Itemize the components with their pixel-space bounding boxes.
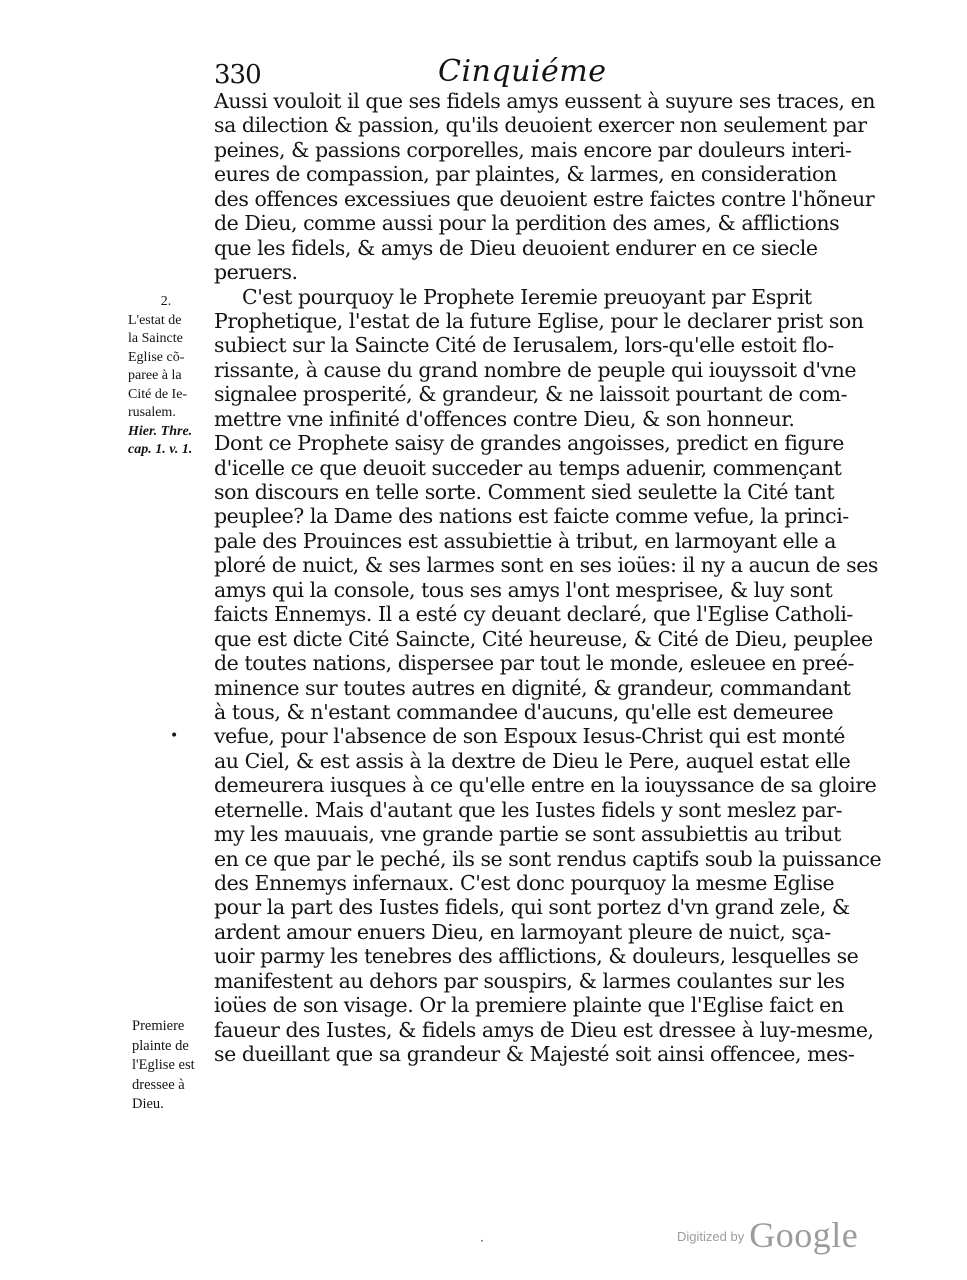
margin-note-line: Eglise cõ- (128, 349, 185, 365)
margin-note-premiere-plainte (132, 1017, 208, 1115)
margin-note-line: la Saincte (128, 331, 183, 346)
body-line: ardent amour enuers Dieu, en larmoyant pleure de nuict, sça- (214, 919, 831, 944)
body-line: sa dilection & passion, qu'ils deuoient exercer non seulement par (214, 113, 867, 138)
margin-note-line: l'Eglise est (132, 1057, 195, 1073)
body-line: d'icelle ce que deuoit succeder au temps aduenir, commençant (214, 455, 842, 480)
body-line: rissante, à cause du grand nombre de peuple qui iouyssoit d'vne (214, 357, 857, 382)
body-line: à tous, & n'estant commandee d'aucuns, qu'elle est demeuree (214, 699, 834, 724)
body-line: des offences excessiues que deuoient estre faictes contre l'hõneur (214, 186, 875, 211)
body-line: que est dicte Cité Saincte, Cité heureuse, & Cité de Dieu, peuplee (214, 626, 873, 651)
margin-note-line: plainte de (132, 1037, 189, 1054)
body-line: de Dieu, comme aussi pour la perdition des ames, & afflictions (214, 211, 840, 236)
body-line: mettre vne infinité d'offences contre Dieu, & son honneur. (214, 406, 795, 431)
body-line: que les fidels, & amys de Dieu deuoient endurer en ce siecle (214, 235, 818, 260)
body-line: peruers. (214, 260, 298, 285)
body-line: au Ciel, & est assis à la dextre de Dieu le Pere, auquel estat elle (214, 748, 851, 773)
body-line: vefue, pour l'absence de son Espoux Iesus-Christ qui est monté (214, 724, 845, 749)
bottom-print-mark: · (480, 1234, 485, 1249)
google-logo: Google (749, 1215, 859, 1255)
body-line: des Ennemys infernaux. C'est donc pourquoy la mesme Eglise (214, 871, 835, 895)
body-line: my les mauuais, vne grande partie se sont assubiettis au tribut (214, 822, 841, 847)
body-line: uoir parmy les tenebres des afflictions, & douleurs, lesquelles se (214, 944, 859, 969)
body-line: Prophetique, l'estat de la future Eglise, pour le declarer prist son (214, 308, 864, 333)
body-line: eures de compassion, par plaintes, & larmes, en consideration (214, 162, 837, 187)
margin-note-line: Cité de Ie- (128, 386, 188, 402)
body-line: amys qui la console, tous ses amys l'ont mesprisee, & luy sont (214, 577, 833, 602)
body-line: ioües de son visage. Or la premiere plainte que l'Eglise faict en (214, 993, 844, 1018)
running-head: Cinquiéme (438, 54, 607, 89)
paragraph-start-line: C'est pourquoy le Prophete Ieremie preuoyant par Esprit (242, 284, 812, 309)
body-line: de toutes nations, dispersee par tout le monde, esleuee en preé- (214, 651, 854, 676)
body-line: se dueillant que sa grandeur & Majesté soit ainsi offencee, mes- (214, 1042, 855, 1067)
margin-note-citation: cap. 1. v. 1. (128, 442, 193, 457)
body-line: pale des Prouinces est assubiettie à tribut, en larmoyant elle a (214, 528, 836, 553)
margin-note-line: dressee à (132, 1076, 185, 1093)
margin-note-line: Dieu. (132, 1096, 164, 1112)
body-line: Dont ce Prophete saisy de grandes angoisses, predict en figure (214, 431, 844, 456)
body-line: subiect sur la Saincte Cité de Ierusalem, lors-qu'elle estoit flo- (214, 333, 834, 358)
body-line: signalee prosperité, & grandeur, & ne laissoit pourtant de com- (214, 382, 848, 407)
body-line: son discours en telle sorte. Comment sied seulette la Cité tant (214, 480, 835, 504)
margin-note-line: Premiere (132, 1018, 185, 1034)
margin-note-line: L'estat de (128, 312, 182, 328)
page-number: 330 (214, 60, 261, 90)
body-line: demeurera iusques à ce qu'elle entre en la iouyssance de sa gloire (214, 773, 877, 798)
body-line: manifestent au dehors par souspirs, & larmes coulantes sur les (214, 968, 845, 993)
body-line: en ce que par le peché, ils se sont rendus captifs soub la puissance (214, 846, 882, 871)
stray-print-mark: • (170, 728, 179, 744)
body-line: Aussi vouloit il que ses fidels amys eussent à suyure ses traces, en (214, 89, 876, 113)
body-line: faueur des Iustes, & fidels amys de Dieu est dressee à luy-mesme, (214, 1017, 874, 1042)
watermark-label: Digitized by (677, 1229, 745, 1244)
body-line: peuplee? la Dame des nations est faicte comme vefue, la princi- (214, 504, 849, 529)
margin-note-citation: Hier. Thre. (128, 423, 193, 439)
margin-note-line: rusalem. (128, 405, 176, 420)
body-line: faicts Ennemys. Il a esté cy deuant declaré, que l'Eglise Catholi- (214, 602, 853, 627)
margin-note-line: paree à la (128, 368, 182, 383)
body-line: minence sur toutes autres en dignité, & grandeur, commandant (214, 675, 851, 700)
margin-note-estat-eglise (128, 293, 204, 460)
body-line: ploré de nuict, & ses larmes sont en ses ioües: il ny a aucun de ses (214, 553, 878, 578)
digitized-by-google-watermark (677, 1214, 858, 1256)
margin-note-line: 2. (160, 294, 172, 309)
body-line: peines, & passions corporelles, mais encore par douleurs interi- (214, 137, 852, 162)
body-text (214, 89, 882, 1067)
body-line: pour la part des Iustes fidels, qui sont portez d'vn grand zele, & (214, 895, 850, 920)
body-line: eternelle. Mais d'autant que les Iustes fidels y sont meslez par- (214, 797, 843, 822)
